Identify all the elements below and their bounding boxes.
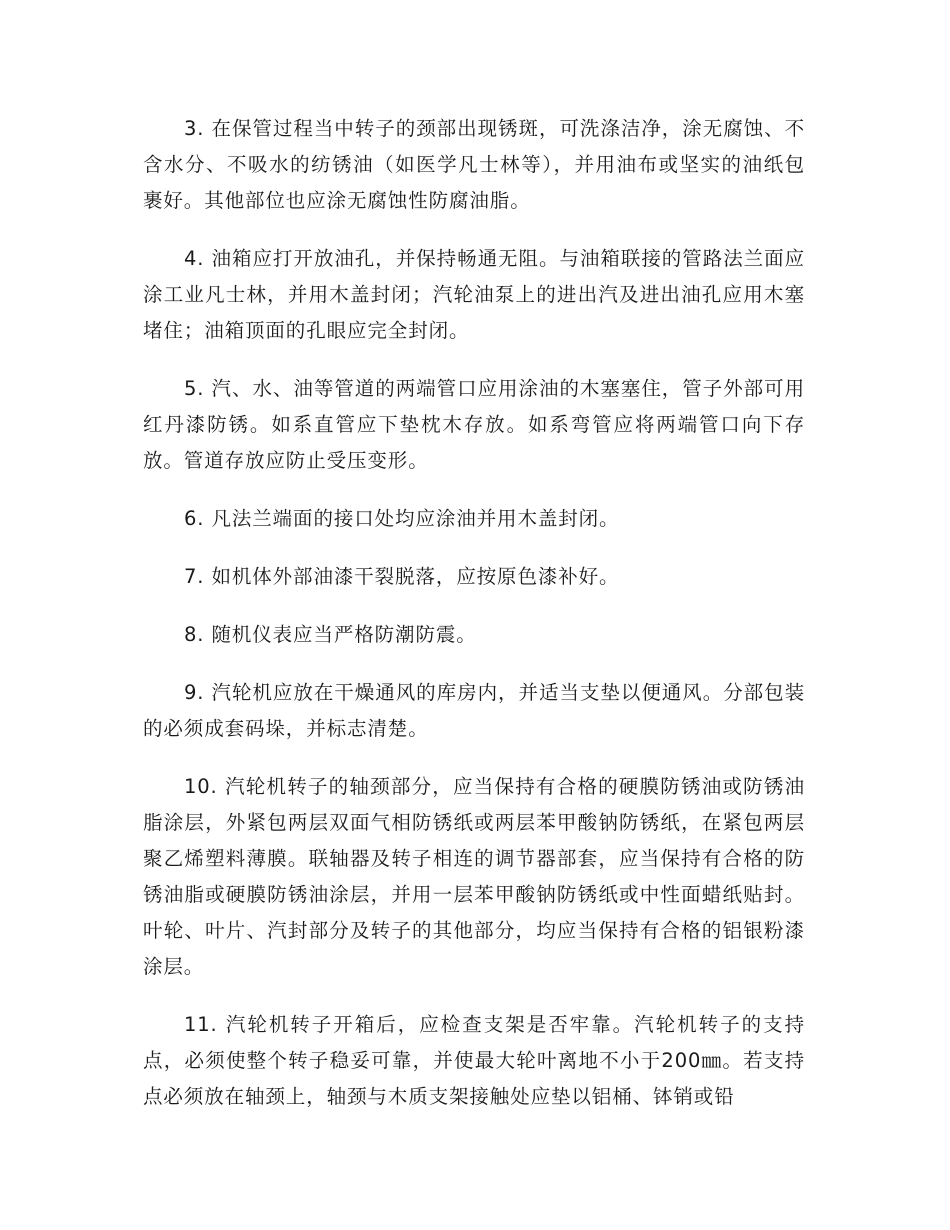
paragraph-5: 5. 汽、水、油等管道的两端管口应用涂油的木塞塞住，管子外部可用红丹漆防锈。如系直管应下垫枕木存放。如系弯管应将两端管口向下存放。管道存放应防止受压变形。 xyxy=(143,377,805,472)
document-body xyxy=(143,111,805,1115)
paragraph-4: 4. 油箱应打开放油孔，并保持畅通无阻。与油箱联接的管路法兰面应涂工业凡士林，并用木盖封闭；汽轮油泵上的进出汽及进出油孔应用木塞堵住；油箱顶面的孔眼应完全封闭。 xyxy=(143,247,805,342)
paragraph-10: 10. 汽轮机转子的轴颈部分，应当保持有合格的硬膜防锈油或防锈油脂涂层，外紧包两层双面气相防锈纸或两层苯甲酸钠防锈纸，在紧包两层聚乙烯塑料薄膜。联轴器及转子相连的调节器部套，应当保持有合格的防锈油脂或硬膜防锈油涂层，并用一层苯甲酸钠防锈纸或中性面蜡纸贴封。叶轮、叶片、汽封部分及转子的其他部分，均应当保持有合格的铝银粉漆涂层。 xyxy=(143,775,805,978)
paragraph-3: 3. 在保管过程当中转子的颈部出现锈斑，可洗涤洁净，涂无腐蚀、不含水分、不吸水的纺锈油（如医学凡士林等），并用油布或坚实的油纸包裹好。其他部位也应涂无腐蚀性防腐油脂。 xyxy=(143,117,805,212)
paragraph-9: 9. 汽轮机应放在干燥通风的库房内，并适当支垫以便通风。分部包装的必须成套码垛，并标志清楚。 xyxy=(143,681,805,740)
paragraph-6: 6. 凡法兰端面的接口处均应涂油并用木盖封闭。 xyxy=(183,507,620,530)
paragraph-11: 11. 汽轮机转子开箱后，应检查支架是否牢靠。汽轮机转子的支持点，必须使整个转子稳妥可靠，并使最大轮叶离地不小于200㎜。若支持点必须放在轴颈上，轴颈与木质支架接触处应垫以铝桶、钵销或铅 xyxy=(143,1013,805,1108)
paragraph-7: 7. 如机体外部油漆干裂脱落，应按原色漆补好。 xyxy=(183,565,620,588)
paragraph-8: 8. 随机仪表应当严格防潮防震。 xyxy=(183,623,477,646)
